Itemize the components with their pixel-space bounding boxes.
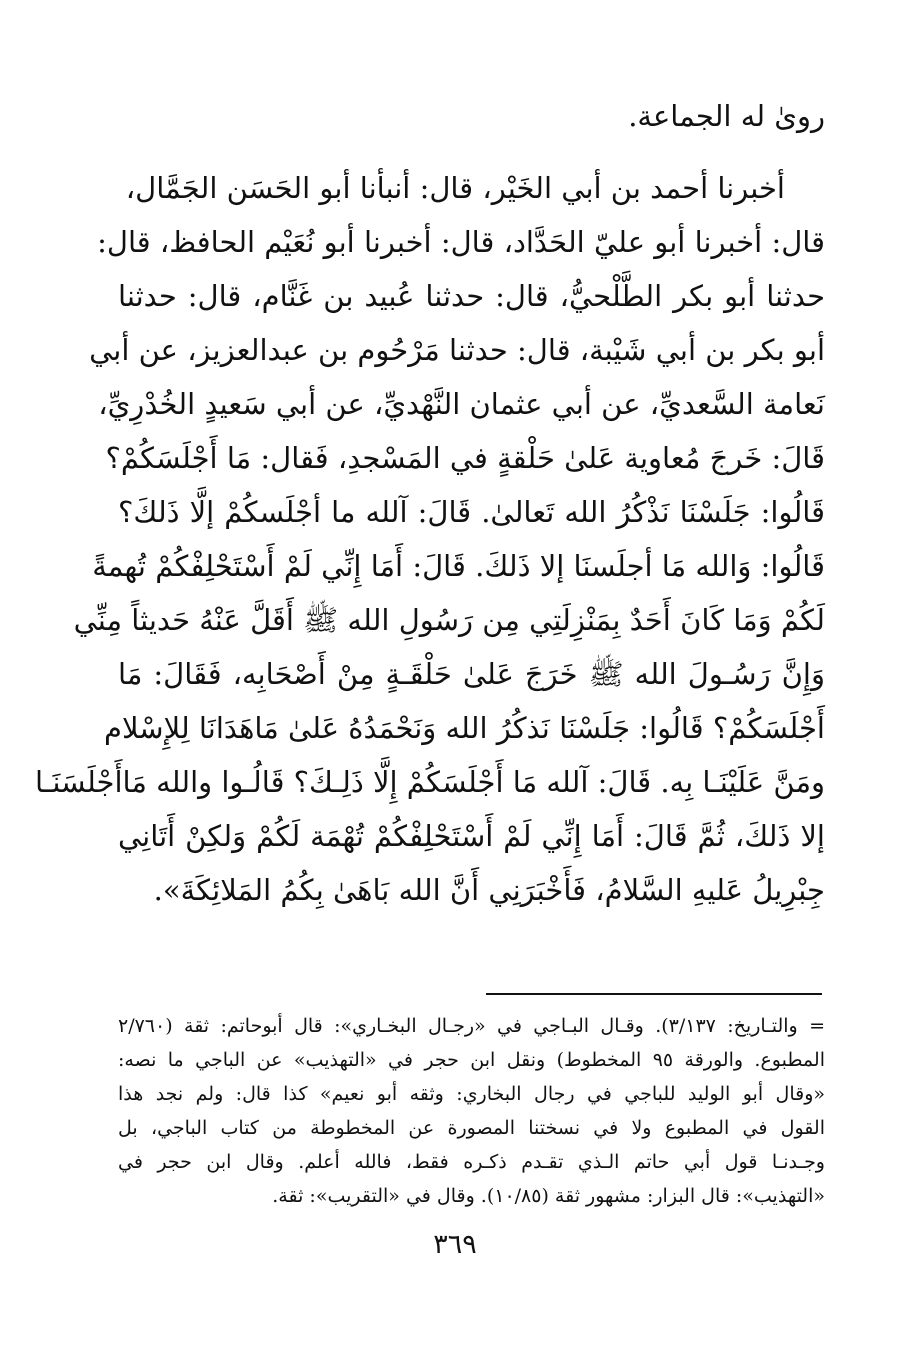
paragraph-line: قال: أخبرنا أبو عليّ الحَدَّاد، قال: أخبرنا أبو نُعَيْم الحافظ، قال: — [97, 225, 825, 259]
paragraph-line: حدثنا أبو بكر الطَّلْحيُّ، قال: حدثنا عُبيد بن غَنَّام، قال: حدثنا — [118, 279, 825, 313]
footnote-line: «وقال أبو الوليد للباجي في رجال البخاري: وثقه أبو نعيم» كذا قال: ولم نجد هذا — [118, 1083, 825, 1105]
footnote-line: المطبوع. والورقة ٩٥ المخطوط) ونقل ابن حجر في «التهذيب» عن الباجي ما نصه: — [118, 1049, 825, 1071]
paragraph-line: قَالَ: خَرجَ مُعاوية عَلىٰ حَلْقةٍ في المَسْجدِ، فَقال: مَا أَجْلَسَكُمْ؟ — [105, 441, 825, 475]
paragraph-line: جِبْرِيلُ عَليهِ السَّلامُ، فَأَخْبَرَنِي أَنَّ الله بَاهَىٰ بِكُمُ المَلائِكَةَ». — [153, 873, 825, 907]
opening-line: رویٰ له الجماعة. — [628, 99, 825, 133]
paragraph-line: أبو بكر بن أبي شَيْبة، قال: حدثنا مَرْحُوم بن عبدالعزيز، عن أبي — [89, 333, 825, 367]
footnote-line: «التهذيب»: قال البزار: مشهور ثقة (١٠/٨٥). وقال في «التقريب»: ثقة. — [272, 1185, 825, 1207]
paragraph-line: أَجْلَسَكُمْ؟ قَالُوا: جَلَسْنَا نَذكُرُ الله وَنَحْمَدُهُ عَلىٰ مَاهَدَانَا لِلإِسْلام — [104, 711, 825, 745]
paragraph-line: نَعامة السَّعديِّ، عن أبي عثمان النَّهْديِّ، عن أبي سَعيدٍ الخُدْرِيِّ، — [98, 387, 825, 421]
paragraph-line: قَالُوا: جَلَسْنَا نَذْكُرُ الله تَعالىٰ. قَالَ: آلله ما أجْلَسكُمْ إلَّا ذَلكَ؟ — [118, 495, 825, 529]
paragraph-line: وَإِنَّ رَسُـولَ الله ﷺ خَرَجَ عَلىٰ حَلْقَـةٍ مِنْ أَصْحَابِه، فَقَالَ: مَا — [118, 657, 825, 691]
footnote-separator — [486, 993, 822, 995]
page-number: ٣٦٩ — [433, 1229, 477, 1260]
paragraph-line: قَالُوا: وَالله مَا أجلَسنَا إلا ذَلكَ. قَالَ: أَمَا إِنِّي لَمْ أَسْتَحْلِفْكُمْ تُهمةً — [92, 549, 825, 583]
paragraph-line: أخبرنا أحمد بن أبي الخَيْر، قال: أنبأنا أبو الحَسَن الجَمَّال، — [125, 171, 785, 205]
paragraph-line: ومَنَّ عَلَيْنَـا بِه. قَالَ: آلله مَا أَجْلَسَكُمْ إِلَّا ذَلِـكَ؟ قَالُـوا والله مَاأَجْلَسَنَـا — [34, 765, 825, 799]
paragraph-line: لَكُمْ وَمَا كَانَ أَحَدٌ بِمَنْزِلَتِي مِن رَسُولِ الله ﷺ أَقَلَّ عَنْهُ حَديثاً مِنِّي — [73, 603, 825, 637]
footnote-line: وجـدنـا قول أبي حاتم الـذي تقـدم ذكـره فقط، فالله أعلم. وقال ابن حجر في — [118, 1151, 825, 1173]
footnote-line: = والتـاريخ: ٣/١٣٧). وقـال البـاجي في «رجـال البخـاري»: قال أبوحاتم: ثقة (٢/٧٦٠ — [118, 1015, 825, 1037]
paragraph-line: إلا ذَلكَ، ثُمَّ قَالَ: أَمَا إِنِّي لَمْ أَسْتَحْلِفْكُمْ تُهْمَة لَكُمْ وَلكِنْ أَتَانِي — [118, 819, 825, 853]
footnote-line: القول في المطبوع ولا في نسختنا المصورة عن المخطوطة من كتاب الباجي، بل — [118, 1117, 825, 1139]
